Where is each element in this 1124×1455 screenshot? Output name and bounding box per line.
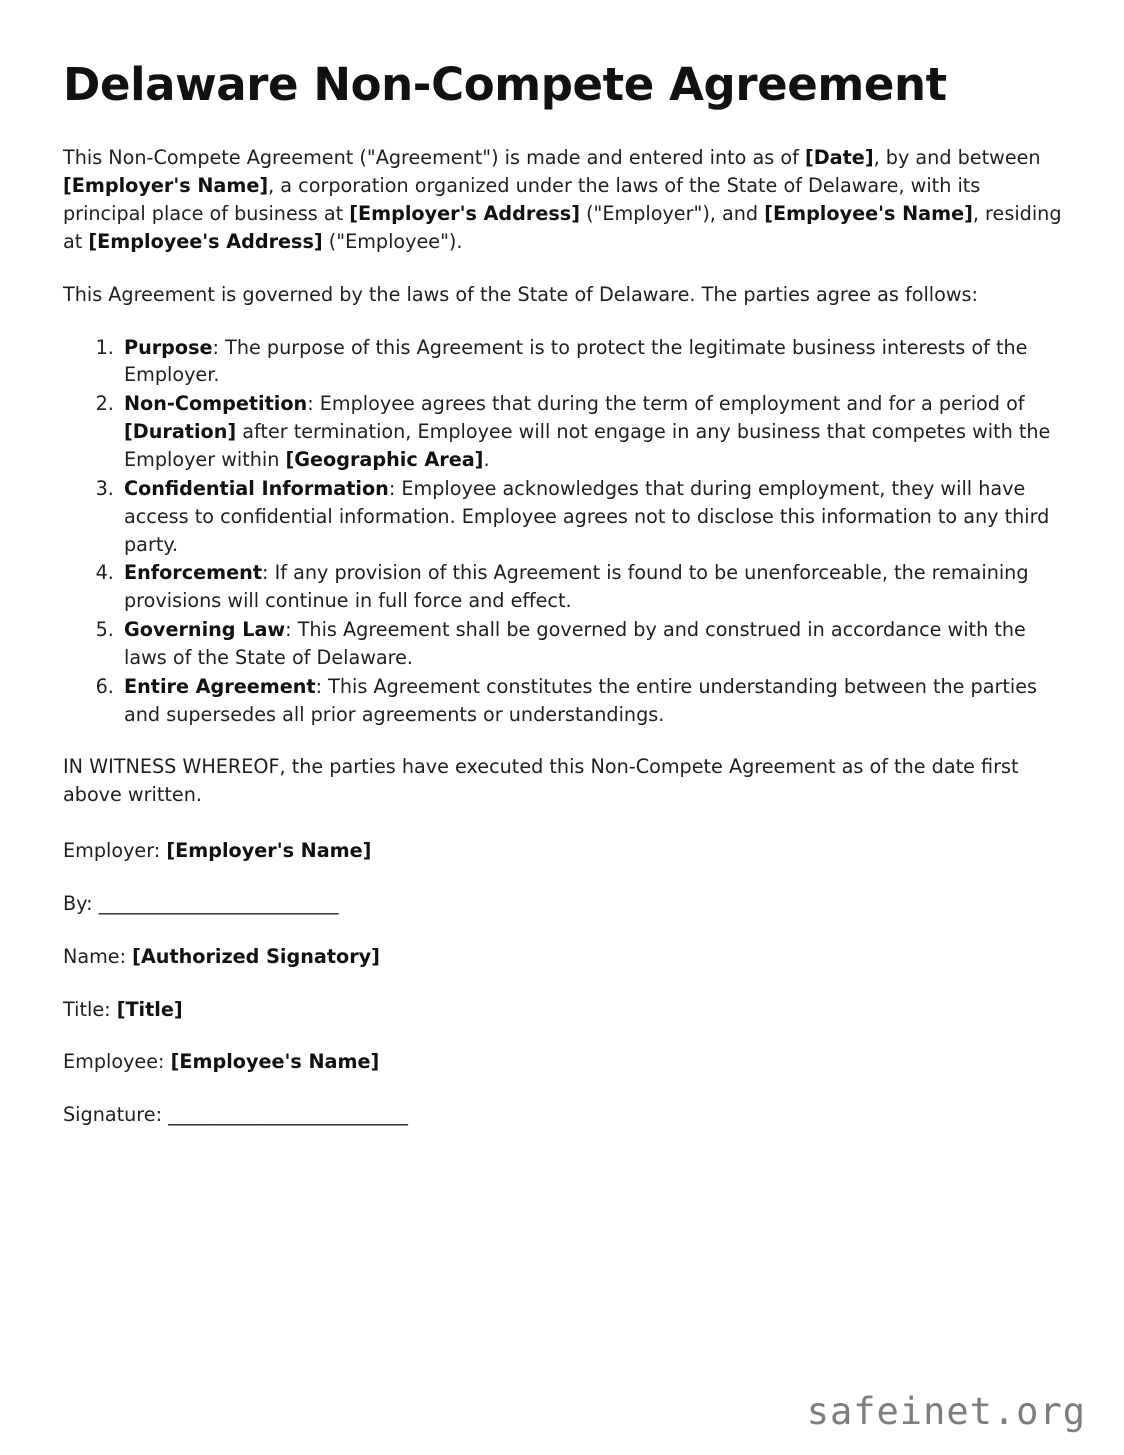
clause-text (124, 477, 1049, 556)
employee-name-field-segment-1: [Employee's Name] (170, 1050, 380, 1074)
page-title: Delaware Non-Compete Agreement (63, 58, 947, 111)
intro-paragraph-segment-6: ("Employer"), and (579, 202, 765, 226)
intro-paragraph-segment-8: , residing at (63, 202, 1062, 253)
signature-block (63, 837, 1062, 1129)
clause-2-segment-0: Non-Competition (124, 392, 308, 416)
clause-3-segment-1: : Employee acknowledges that during employment, they will have access to confidential information. Employee agrees not to disclose this information to any third party. (124, 476, 1050, 556)
signatory-title-field-segment-0: Title: (63, 997, 117, 1021)
clause-item (120, 390, 1062, 474)
clause-2-segment-3: after termination, Employee will not engage in any business that competes with the Employer within (124, 420, 1051, 471)
clause-1-segment-0: Purpose (124, 335, 213, 359)
governing-law-paragraph-segment-0: This Agreement is governed by the laws of the State of Delaware. The parties agree as follows: (63, 282, 979, 306)
intro-paragraph-segment-10: ("Employee"). (322, 229, 463, 253)
employer-by-signature-field-segment-1: _________________________ (98, 891, 339, 915)
intro-paragraph-segment-2: , by and between (873, 146, 1041, 170)
intro-paragraph-segment-4: , a corporation organized under the laws of the State of Delaware, with its principal place of business at (63, 174, 981, 226)
clause-4-segment-0: Enforcement (124, 561, 262, 585)
intro-paragraph-segment-9: [Employee's Address] (88, 229, 323, 253)
intro-paragraph-segment-0: This Non-Compete Agreement ("Agreement") is made and entered into as of (63, 146, 805, 170)
employee-signature-field-segment-0: Signature: (63, 1103, 169, 1127)
employer-name-field-segment-1: [Employer's Name] (166, 839, 372, 863)
clause-item (120, 673, 1062, 729)
clause-2-segment-2: [Duration] (124, 420, 237, 444)
clause-3-segment-0: Confidential Information (124, 476, 389, 500)
authorized-signatory-name-field[interactable] (63, 943, 1062, 971)
clause-item (120, 559, 1062, 615)
authorized-signatory-name-field-segment-0: Name: (63, 944, 133, 968)
intro-paragraph-segment-1: [Date] (804, 146, 874, 170)
clause-1-segment-1: : The purpose of this Agreement is to protect the legitimate business interests of the Employer. (124, 335, 1028, 387)
employer-by-signature-field[interactable] (63, 890, 1062, 918)
clause-list (63, 334, 1062, 729)
clause-2-segment-1: : Employee agrees that during the term of employment and for a period of (307, 392, 1025, 416)
clause-item (120, 475, 1062, 559)
governing-law-paragraph (63, 281, 1062, 309)
clause-text (124, 675, 1037, 726)
clause-text (124, 392, 1050, 471)
employer-name-field-segment-0: Employer: (63, 839, 167, 863)
signatory-title-field[interactable] (63, 996, 1062, 1024)
employee-name-field-segment-0: Employee: (63, 1050, 171, 1074)
employer-name-field[interactable] (63, 837, 1062, 865)
clause-4-segment-1: : If any provision of this Agreement is found to be unenforceable, the remaining provisions will continue in full force and effect. (124, 561, 1029, 613)
witness-paragraph-segment-0: IN WITNESS WHEREOF, the parties have executed this Non-Compete Agreement as of the date first above written. (63, 755, 1019, 807)
intro-paragraph-segment-5: [Employer's Address] (349, 202, 580, 226)
signatory-title-field-segment-1: [Title] (116, 997, 183, 1021)
watermark: safeinet.org (806, 1390, 1086, 1433)
employee-signature-field-segment-1: _________________________ (168, 1103, 408, 1127)
employer-by-signature-field-segment-0: By: (63, 891, 99, 915)
witness-paragraph (63, 753, 1062, 809)
authorized-signatory-name-field-segment-1: [Authorized Signatory] (132, 944, 380, 968)
intro-paragraph (63, 144, 1062, 255)
clause-2-segment-4: [Geographic Area] (285, 447, 484, 471)
clause-5-segment-1: : This Agreement shall be governed by and construed in accordance with the laws of the State of Delaware. (124, 618, 1026, 669)
intro-paragraph-segment-3: [Employer's Name] (63, 174, 269, 198)
clause-6-segment-0: Entire Agreement (124, 674, 316, 698)
clause-item (120, 334, 1062, 390)
employee-name-field[interactable] (63, 1048, 1062, 1076)
clause-text (124, 618, 1026, 669)
clause-text (124, 336, 1027, 387)
intro-paragraph-segment-7: [Employee's Name] (764, 202, 973, 226)
clause-6-segment-1: : This Agreement constitutes the entire understanding between the parties and supersedes all prior agreements or understandings. (124, 674, 1038, 726)
clause-5-segment-0: Governing Law (124, 618, 286, 642)
clause-2-segment-5: . (483, 447, 490, 471)
employee-signature-field[interactable] (63, 1101, 1062, 1129)
clause-text (124, 561, 1029, 612)
clause-item (120, 616, 1062, 672)
